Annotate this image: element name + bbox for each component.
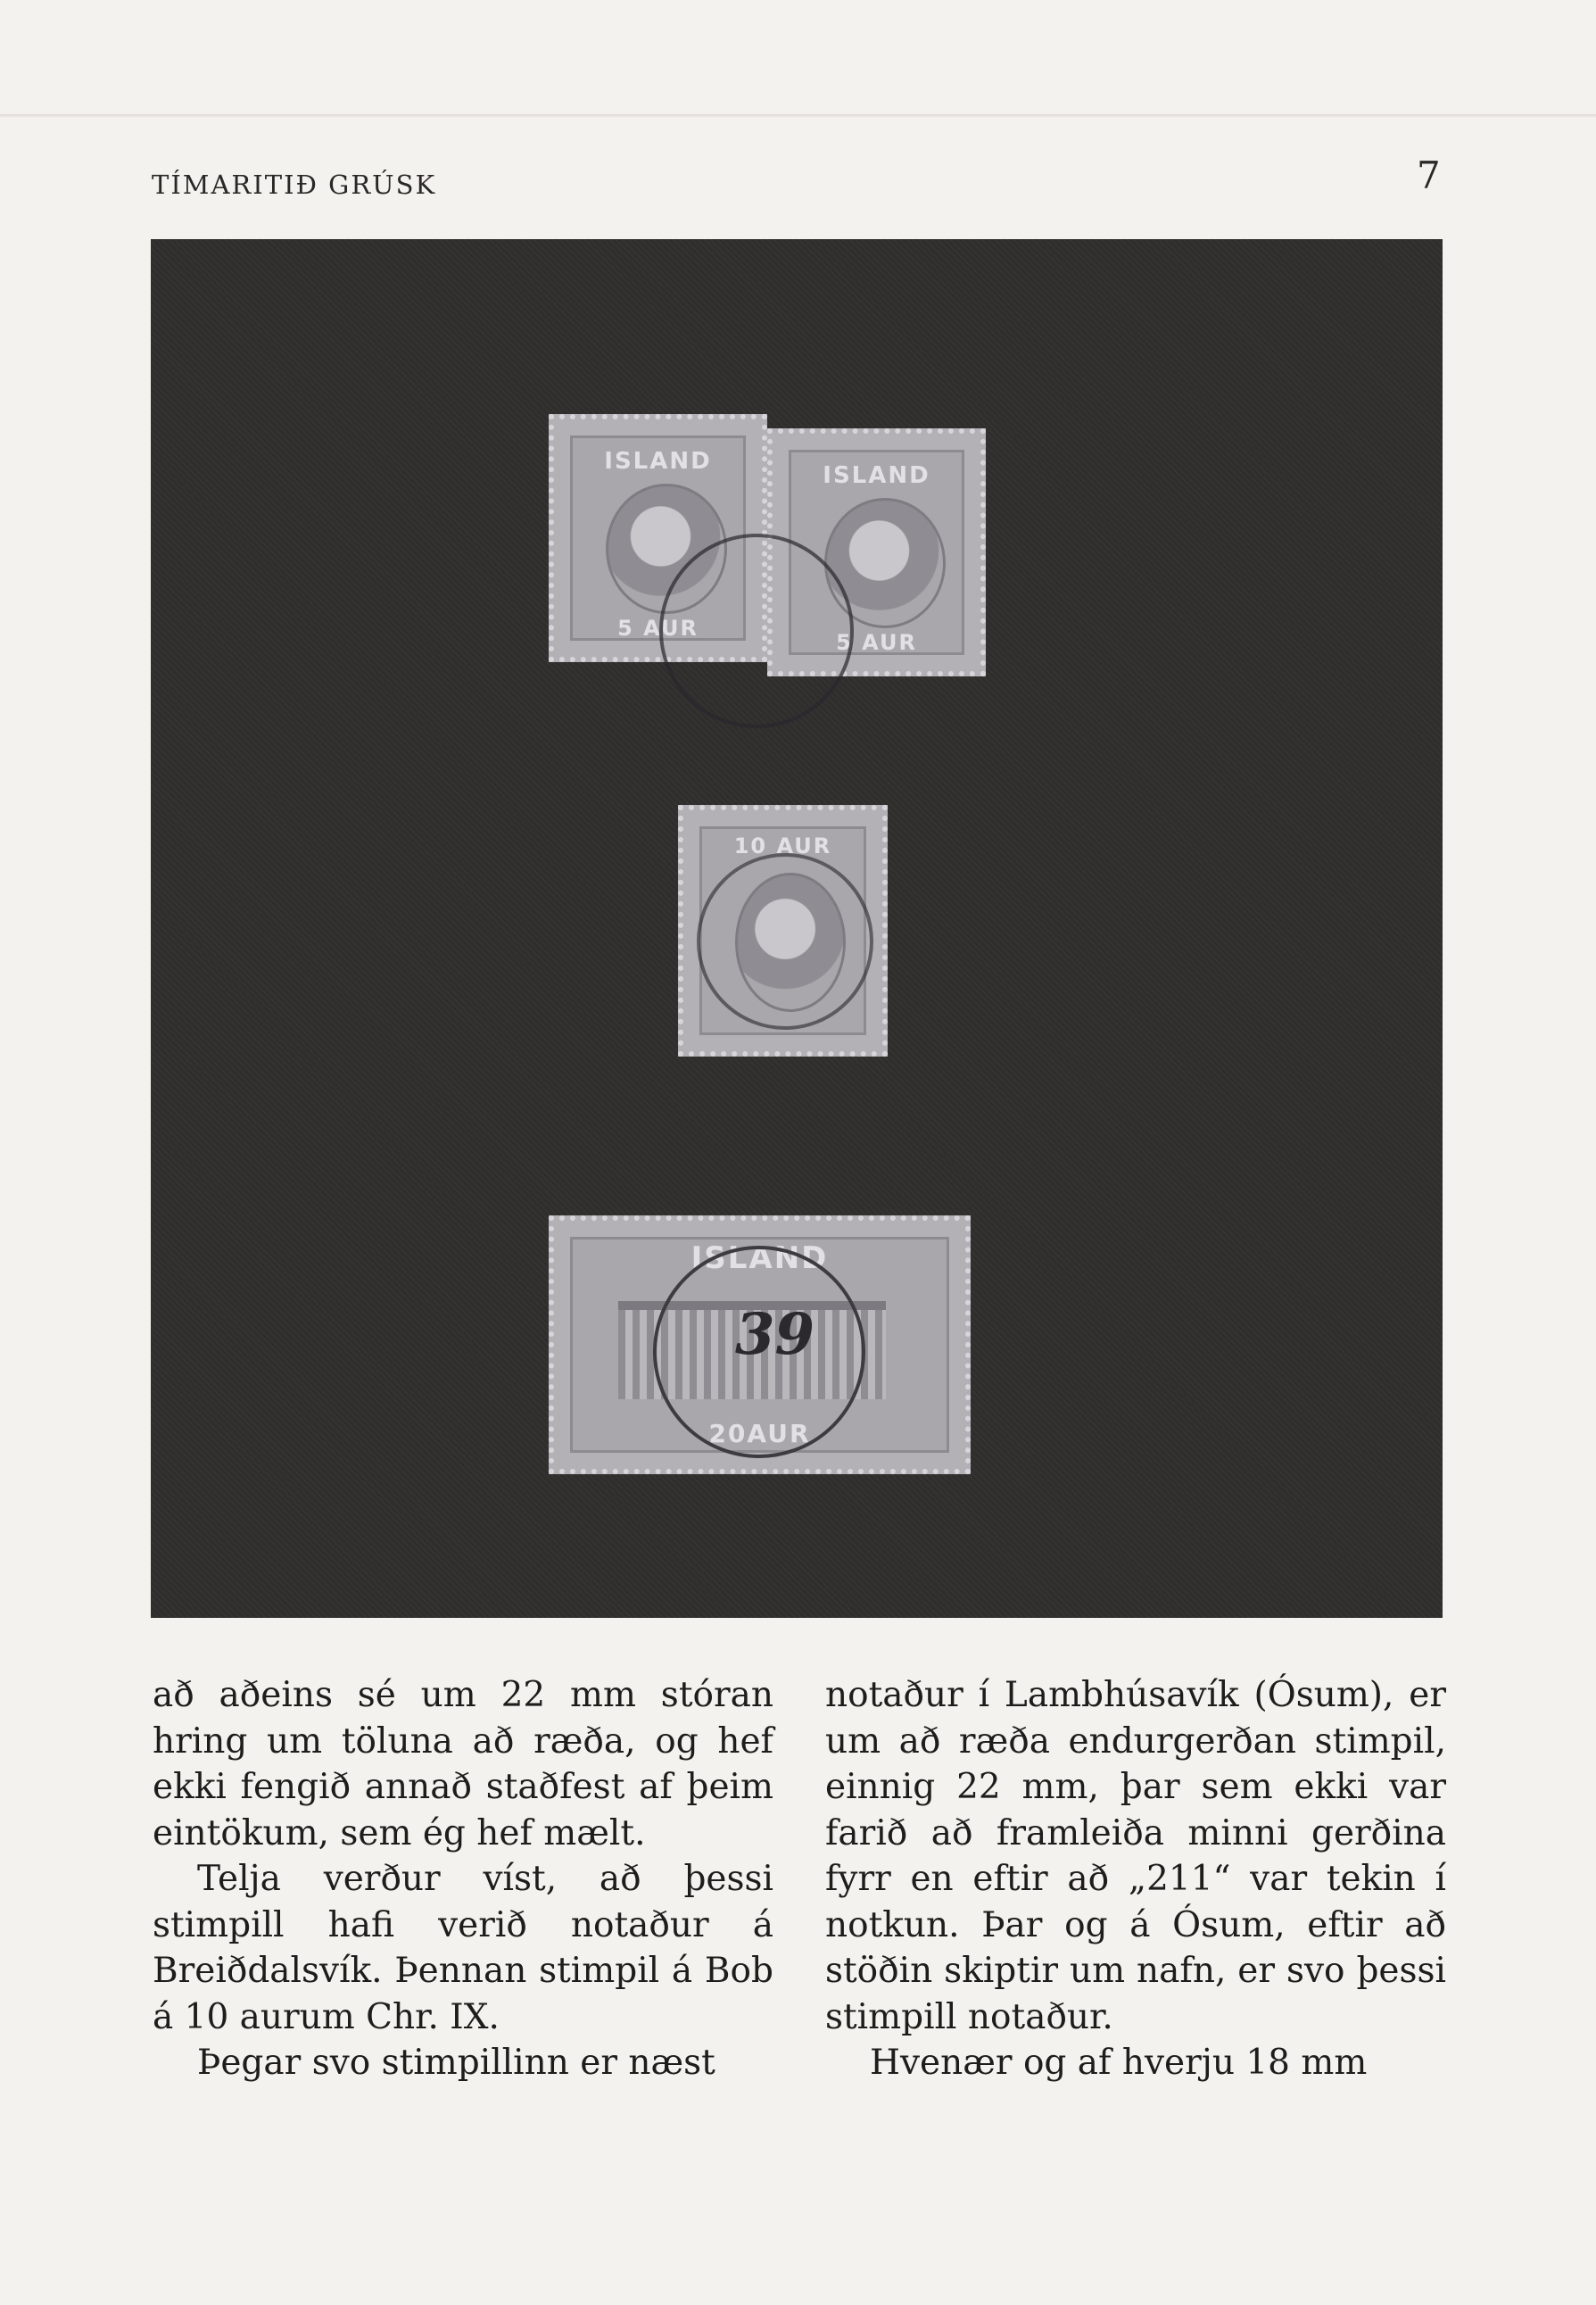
text-column-right [825,1672,1446,2086]
stamp-value-label: 10 AUR [733,833,832,858]
paragraph: að aðeins sé um 22 mm stóran hring um töluna að ræða, og hef ekki fengið annað staðfest af þeim eintökum, sem ég hef mælt. [153,1675,773,1853]
postmark-number: 39 [735,1301,815,1368]
stamp-photograph [151,239,1443,1618]
text-column-left [153,1672,773,2086]
stamp-value-label: 5 AUR [617,616,699,641]
running-title: TÍMARITIÐ GRÚSK [152,170,437,200]
stamp-country-label: ISLAND [690,1240,829,1276]
stamp-country-label: ISLAND [604,448,712,475]
stamp-value-label: 20AUR [708,1419,811,1448]
page-number: 7 [1417,153,1441,197]
page-edge [0,114,1596,118]
paragraph: Telja verður víst, að þessi stimpill hafi verið notaður á Breiðdalsvík. Þennan stimpil á Bob á 10 aurum Chr. IX. [153,1859,773,2037]
stamp-value-label: 5 AUR [836,630,917,655]
postmark-circle [659,534,854,728]
paragraph: Þegar svo stimpillinn er næst [197,2043,715,2083]
postmark-circle [697,853,873,1030]
stamp-country-label: ISLAND [823,462,930,489]
paragraph: Hvenær og af hverju 18 mm [870,2043,1368,2083]
paragraph: notaður í Lambhúsavík (Ósum), er um að ræða endurgerðan stimpil, einnig 22 mm, þar sem ekki var farið að framleiða minni gerðina fyrr en eftir að „211“ var tekin í notkun. Þar og á Ósum, eftir að stöðin skiptir um nafn, er svo þessi stimpill notaður. [825,1675,1446,2037]
